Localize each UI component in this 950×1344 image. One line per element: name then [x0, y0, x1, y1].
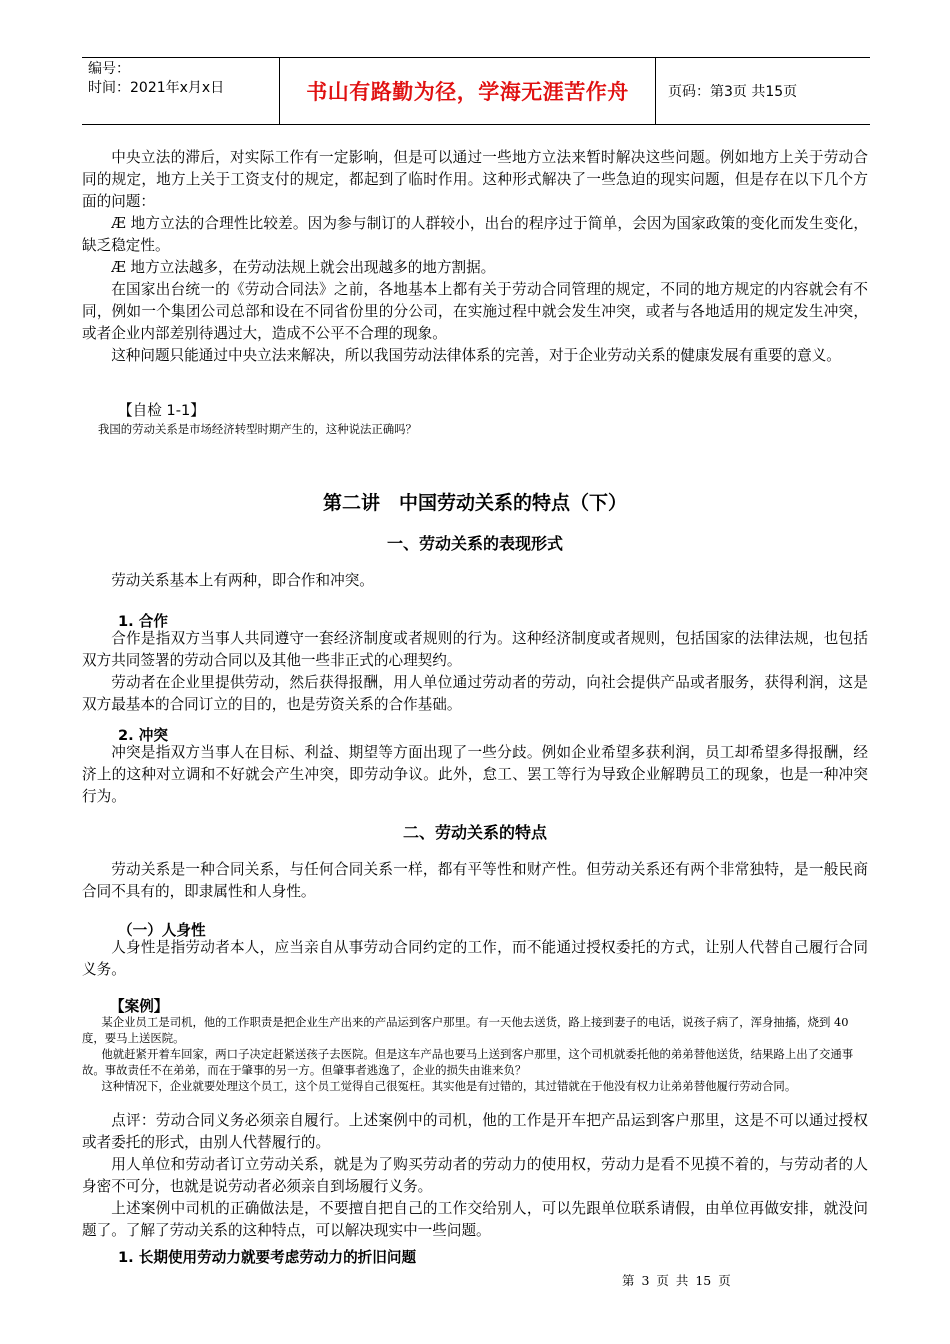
case-text: 某企业员工是司机，他的工作职责是把企业生产出来的产品运到客户那里。有一天他去送货，路上接到妻子的电话，说孩子病了，浑身抽搐，烧到 40 度，要马上送医院。 [82, 1015, 849, 1045]
header-motto: 书山有路勤为径，学海无涯苦作舟 [280, 58, 656, 124]
header-meta [82, 58, 280, 124]
paragraph: 劳动者在企业里提供劳动，然后获得报酬，用人单位通过劳动者的劳动，向社会提供产品或者服务，获得利润，这是双方最基本的合同订立的目的，也是劳资关系的合作基础。 [82, 674, 868, 713]
paragraph: 冲突是指双方当事人在目标、利益、期望等方面出现了一些分歧。例如企业希望多获利润，员工却希望多得报酬，经济上的这种对立调和不好就会产生冲突，即劳动争议。此外，怠工、罢工等行为导致企业解聘员工的现象，也是一种冲突行为。 [82, 744, 868, 805]
case-label: 【案例】 [110, 998, 169, 1015]
lecture-title: 第二讲 中国劳动关系的特点（下） [322, 492, 627, 514]
self-check-question: 我国的劳动关系是市场经济转型时期产生的，这种说法正确吗？ [98, 422, 417, 436]
case-text: 这种情况下，企业就要处理这个员工，这个员工觉得自己很冤枉。其实他是有过错的，其过错就在于他没有权力让弟弟替他履行劳动合同。 [101, 1079, 797, 1093]
paragraph: 这种问题只能通过中央立法来解决，所以我国劳动法律体系的完善，对于企业劳动关系的健康发展有重要的意义。 [111, 347, 841, 364]
paragraph: 在国家出台统一的《劳动合同法》之前，各地基本上都有关于劳动合同管理的规定，不同的地方规定的内容就会有不同，例如一个集团公司总部和设在不同省份里的分公司，在实施过程中就会发生冲突，或者与各地适用的规定发生冲突，或者企业内部差别待遇过大，造成不公平不合理的现象。 [82, 281, 868, 342]
paragraph: 用人单位和劳动者订立劳动关系，就是为了购买劳动者的劳动力的使用权，劳动力是看不见摸不着的，与劳动者的人身密不可分，也就是说劳动者必须亲自到场履行义务。 [82, 1156, 868, 1195]
subsection-title: （一）人身性 [118, 922, 206, 939]
case-text: 他就赶紧开着车回家，两口子决定赶紧送孩子去医院。但是这车产品也要马上送到客户那里，这个司机就委托他的弟弟替他送货，结果路上出了交通事故。事故责任不在弟弟，而在于肇事的另一方。但肇事者逃逸了，企业的损失由谁来负？ [82, 1047, 854, 1077]
paragraph: 劳动关系基本上有两种，即合作和冲突。 [111, 572, 374, 589]
serial-label: 编号： [88, 61, 130, 77]
paragraph: 中央立法的滞后，对实际工作有一定影响，但是可以通过一些地方立法来暂时解决这些问题。例如地方上关于劳动合同的规定，地方上关于工资支付的规定，都起到了临时作用。这种形式解决了一些急迫的现实问题，但是存在以下几个方面的问题： [82, 149, 868, 210]
paragraph: 上述案例中司机的正确做法是，不要擅自把自己的工作交给别人，可以先跟单位联系请假，由单位再做安排，就没问题了。了解了劳动关系的这种特点，可以解决现实中一些问题。 [82, 1200, 868, 1239]
subsection-title: 1. 长期使用劳动力就要考虑劳动力的折旧问题 [118, 1249, 417, 1266]
bullet-paragraph: Æ 地方立法越多，在劳动法规上就会出现越多的地方割据。 [111, 259, 496, 276]
comment-paragraph: 点评：劳动合同义务必须亲自履行。上述案例中的司机，他的工作是开车把产品运到客户那里，这是不可以通过授权或者委托的形式，由别人代替履行的。 [82, 1112, 868, 1151]
time-label: 时间：2021年x月x日 [88, 80, 225, 96]
subsection-title: 2. 冲突 [118, 727, 168, 744]
self-check-label: 【自检 1-1】 [118, 402, 205, 419]
subsection-title: 1. 合作 [118, 613, 168, 630]
paragraph: 劳动关系是一种合同关系，与任何合同关系一样，都有平等性和财产性。但劳动关系还有两个非常独特，是一般民商合同不具有的，即隶属性和人身性。 [82, 861, 868, 900]
page-footer: 第 3 页 共 15 页 [622, 1273, 731, 1288]
paragraph: 人身性是指劳动者本人，应当亲自从事劳动合同约定的工作，而不能通过授权委托的方式，让别人代替自己履行合同义务。 [82, 939, 868, 978]
bullet-paragraph: Æ 地方立法的合理性比较差。因为参与制订的人群较小，出台的程序过于简单，会因为国家政策的变化而发生变化，缺乏稳定性。 [82, 215, 868, 254]
page-header [82, 57, 870, 125]
paragraph: 合作是指双方当事人共同遵守一套经济制度或者规则的行为。这种经济制度或者规则，包括国家的法律法规，也包括双方共同签署的劳动合同以及其他一些非正式的心理契约。 [82, 630, 868, 669]
section-title: 一、劳动关系的表现形式 [386, 534, 563, 553]
section-title: 二、劳动关系的特点 [402, 823, 547, 842]
header-page-info: 页码：第3页 共15页 [668, 84, 798, 100]
